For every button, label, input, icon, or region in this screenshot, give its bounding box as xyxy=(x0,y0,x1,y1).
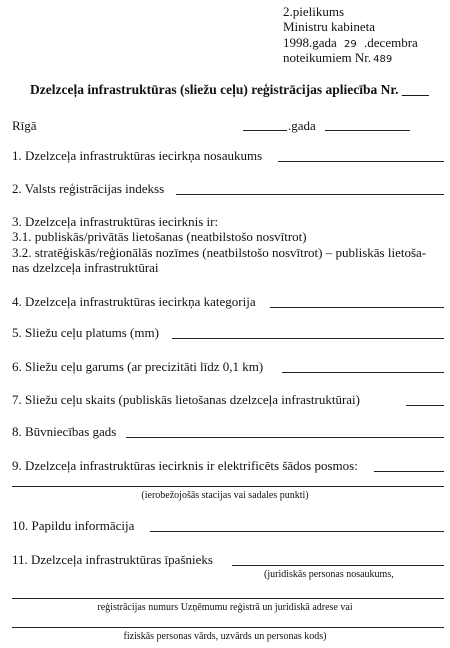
item-2-field[interactable] xyxy=(176,194,444,195)
item-3-2-label-line1: 3.2. stratēģiskās/reģionālās nozīmes (neatbilstošo nosvītrot) – publiskās lietoša- xyxy=(12,245,427,260)
item-2-label: 2. Valsts reģistrācijas indekss xyxy=(12,181,165,196)
item-10-label: 10. Papildu informācija xyxy=(12,518,135,533)
item-11-field-line2[interactable] xyxy=(12,598,444,599)
item-11-label: 11. Dzelzceļa infrastruktūras īpašnieks xyxy=(12,552,213,567)
item-8-field[interactable] xyxy=(126,437,444,438)
regulation-month: .decembra xyxy=(364,35,418,50)
item-1-field[interactable] xyxy=(278,161,444,162)
item-11-note-2: reģistrācijas numurs Uzņēmumu reģistrā un juridiskā adrese vai xyxy=(97,602,353,613)
item-3-1-label: 3.1. publiskās/privātās lietošanas (neatbilstošo nosvītrot) xyxy=(12,229,307,244)
document-title: Dzelzceļa infrastruktūras (sliežu ceļu) reģistrācijas apliecība Nr. ____ xyxy=(30,82,429,97)
item-3-2-label-line2: nas dzelzceļa infrastruktūrai xyxy=(12,260,159,275)
item-7-label: 7. Sliežu ceļu skaits (publiskās lietošanas dzelzceļa infrastruktūrai) xyxy=(12,392,360,407)
item-5-field[interactable] xyxy=(172,338,444,339)
annex-number: 2.pielikums xyxy=(283,4,345,19)
item-9-field-line2[interactable] xyxy=(12,486,444,487)
item-6-field[interactable] xyxy=(282,372,444,373)
day-month-blank[interactable] xyxy=(243,130,287,131)
item-7-field[interactable] xyxy=(406,405,444,406)
item-11-field-line3[interactable] xyxy=(12,627,444,628)
year-label: .gada xyxy=(288,118,316,133)
item-1-label: 1. Dzelzceļa infrastruktūras iecirkņa nosaukums xyxy=(12,148,263,163)
item-11-note-1: (juridiskās personas nosaukums, xyxy=(264,569,394,580)
cabinet-label: Ministru kabineta xyxy=(283,19,376,34)
item-4-field[interactable] xyxy=(270,307,444,308)
year-blank[interactable] xyxy=(325,130,410,131)
regulation-number xyxy=(283,50,392,67)
item-9-field-inline[interactable] xyxy=(374,471,444,472)
item-6-label: 6. Sliežu ceļu garums (ar precizitāti līdz 0,1 km) xyxy=(12,359,264,374)
item-3-label: 3. Dzelzceļa infrastruktūras iecirknis ir: xyxy=(12,214,219,229)
place-label: Rīgā xyxy=(12,118,37,133)
item-9-label: 9. Dzelzceļa infrastruktūras iecirknis ir elektrificēts šādos posmos: xyxy=(12,458,358,473)
regulation-number-label: noteikumiem Nr. xyxy=(283,50,372,65)
item-11-note-3: fiziskās personas vārds, uzvārds un personas kods) xyxy=(123,631,327,642)
item-4-label: 4. Dzelzceļa infrastruktūras iecirkņa kategorija xyxy=(12,294,256,309)
item-5-label: 5. Sliežu ceļu platums (mm) xyxy=(12,325,159,340)
item-10-field[interactable] xyxy=(150,531,444,532)
item-11-field[interactable] xyxy=(232,565,444,566)
regulation-day: 29 xyxy=(344,39,357,50)
regulation-year: 1998.gada xyxy=(283,35,337,50)
item-9-note: (ierobežojošās stacijas vai sadales punkti) xyxy=(141,490,309,501)
item-8-label: 8. Būvniecības gads xyxy=(12,424,117,439)
regulation-number-value: 489 xyxy=(373,54,393,65)
